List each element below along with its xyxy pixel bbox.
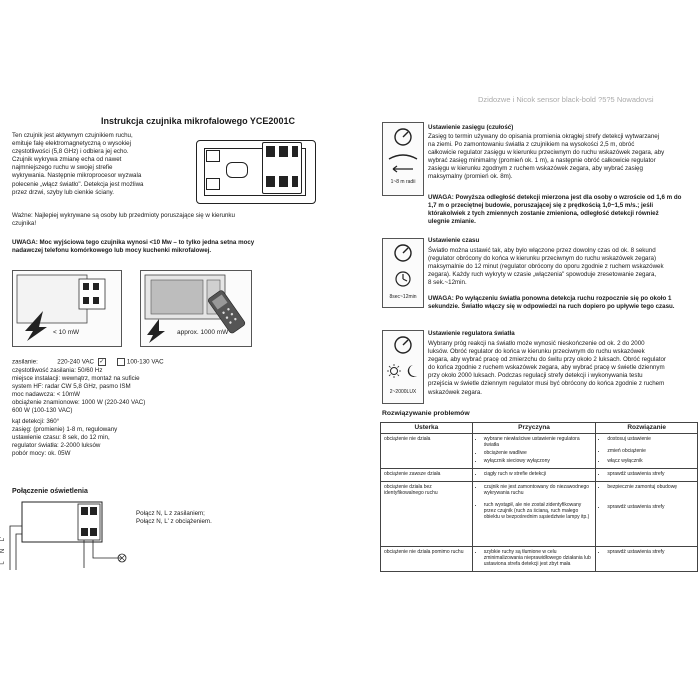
fault-cell: obciążenie zawsze działa [381, 469, 473, 482]
cause-cell [472, 469, 596, 482]
range-text: Zasięg to termin używany do opisania promienia okrągłej strefy detekcji wytwarzanej na ziemi. Po zamontowaniu światła z czujnikiem na wysokości 2,5 m, obróć całkowicie regulator zasięgu w kierunku przeciwnym do ruchu wskazówek zegara, aby wybrać zasięg minimalny (promień ok. 1 m), a następnie obróć całkowicie regulator zasięgu w kierunku zgodnym z ruchem wskazówek zegara, aby wybrać zasięg maksymalny (promień ok. 8m). [428, 133, 665, 181]
range-warning: UWAGA: Powyższa odległość detekcji mierzona jest dla osoby o wzroście od 1,6 m do 1,7 m o przeciętnej budowie, poruszającej się z prędkością 1,0~1,5 m/s.; jeśli którakolwiek z tych zmiennych zostanie zmieniona, odległość detekcji również ulegnie zmianie. [428, 194, 682, 226]
time-title: Ustawienie czasu [428, 237, 480, 244]
cause-cell [472, 482, 596, 547]
fault-cell: obciążenie nie działa [381, 434, 473, 469]
col-header-solution: Rozwiązanie [596, 423, 698, 434]
cause-item: • wybrane niewłaściwe ustawienie regulatora światła [484, 436, 593, 448]
connection-title: Połączenie oświetlenia [12, 488, 88, 495]
cause-item: • ruch wystąpił, ale nie został zidentyfikowany przez czujnik (ruch za ścianą, ruch małego obiektu w bezpośrednim sąsiedztwie lampy itp.) [484, 502, 593, 520]
table-row [381, 482, 698, 547]
cause-item: • wyłącznik sieciowy wyłączony [484, 458, 593, 464]
table-row [381, 434, 698, 469]
supply-option-220: 220-240 VAC [57, 358, 94, 366]
connection-text: Połącz N, L z zasilaniem; Połącz N, L' z obciążeniem. [136, 510, 212, 526]
supply-checkbox-220: ✓ [99, 359, 105, 365]
sensor-illustration [12, 270, 122, 347]
wire-label-l-prime: L' [0, 536, 7, 542]
light-text: Wybrany próg reakcji na światło może wynosić nieskończenie od ok. 2 do 2000 luksów. Obróć regulator do końca w kierunku przeciwnym do ruchu wskazówek zegara, aby wybrać pracę od zmierzchu do świtu przy około 2 luksach. Obróć regulator do końca zgodnie z ruchem wskazówek zegara, aby wybrać pracę w świetle dziennym przy około 2000 luksach. Podczas regulacji strefy detekcji i wykonywania testu przejścia w świetle dziennym regulator musi być obrócony do końca zgodnie z ruchem wskazówek zegara. [428, 340, 666, 396]
specifications-2: kąt detekcji: 360° zasięg: (promienie) 1-8 m, regulowany ustawienie czasu: 8 sek, do 12 min, regulator światła: 2-2000 luksów pobór mocy: ok. 05W [12, 418, 118, 458]
microwave-power-caption: approx. 1000 mW [177, 329, 229, 336]
col-header-cause: Przyczyna [472, 423, 596, 434]
fault-cell: obciążenie nie działa pomimo ruchu [381, 547, 473, 572]
solution-item: • sprawdź ustawienia strefy [607, 471, 694, 477]
troubleshooting-table [380, 422, 698, 572]
solution-item: • bezpiecznie zamontuj obudowę [607, 484, 694, 490]
solution-item: • sprawdź ustawienia strefy [607, 504, 694, 510]
range-title: Ustawienie zasięgu (czułość) [428, 124, 514, 131]
light-title: Ustawienie regulatora światła [428, 330, 515, 337]
cause-item: • szybkie ruchy są tłumione w celu zminimalizowania nieprawidłowego działania lub ustawiona strefa detekcji jest zbyt mała [484, 549, 593, 567]
sensor-power-caption: < 10 mW [53, 329, 80, 336]
intro-text: Ten czujnik jest aktywnym czujnikiem ruchu, emituje falę elektromagnetyczną o wysokiej częstotliwości (5,8 GHz) i odbiera jej echo. Czujnik wykrywa zmianę echa od nawet najmniejszego ruchu w swojej strefie wykrywania. Następnie mikroprocesor wyzwala polecenie „włącz światło". Detekcja jest możliwa przez drzwi, szyby lub cienkie ściany. [12, 132, 144, 196]
solution-cell [596, 482, 698, 547]
cause-item: • obciążenie wadliwe [484, 450, 593, 456]
fault-cell: obciążenie działa bez identyfikowalnego ruchu [381, 482, 473, 547]
solution-item: • zmień obciążenie [607, 448, 694, 454]
supply-option-100: 100-130 VAC [126, 358, 164, 366]
wire-label-n: N [0, 548, 7, 554]
cause-item: • czujnik nie jest zamontowany do niezawodnego wykrywania ruchu [484, 484, 593, 496]
solution-item: • włącz wyłącznik [607, 458, 694, 464]
range-caption: 1~8 m radii [390, 179, 416, 185]
page-title: Instrukcja czujnika mikrofalowego YCE2001C [101, 116, 295, 126]
cause-cell [472, 434, 596, 469]
table-row [381, 547, 698, 572]
solution-item: • dostosuj ustawienie [607, 436, 694, 442]
col-header-fault: Usterka [381, 423, 473, 434]
supply-checkbox-100 [117, 358, 125, 366]
cause-item: • ciągły ruch w strefie detekcji [484, 471, 593, 477]
page-header: Dzidozwe i Nicok sensor black-bold ?5?5 Nowadovsi [478, 96, 654, 104]
power-warning: UWAGA: Moc wyjściowa tego czujnika wynosi <10 Mw – to tylko jedna setna mocy nadawczej telefonu komórkowego lub mocy kuchenki mikrofalowej. [12, 239, 255, 255]
solution-cell [596, 434, 698, 469]
important-note: Ważne: Najlepiej wykrywane są osoby lub przedmioty poruszające się w kierunku czujnika! [12, 212, 235, 228]
specifications-1: częstotliwość zasilania: 50/60 Hz miejsce instalacji: wewnątrz, montaż na suficie system HF: radar CW 5,8 GHz, pasmo ISM moc nadawcza: < 10mW obciążenie znamionowe: 1000 W (220-240 VAC) 600 W (100-130 VAC) [12, 367, 146, 415]
microwave-phone-illustration [140, 270, 252, 347]
time-caption: 8sec~12min [389, 294, 417, 300]
wire-label-l: L [0, 561, 6, 565]
cause-cell [472, 547, 596, 572]
solution-cell [596, 469, 698, 482]
solution-item: • sprawdź ustawienia strefy [607, 549, 694, 555]
light-caption: 2~2000LUX [389, 389, 417, 395]
time-warning: UWAGA: Po wyłączeniu światła ponowna detekcja ruchu rozpocznie się po około 1 sekundzie. Światło włączy się w odpowiedzi na ruch dopiero po upływie tego czasu. [428, 295, 675, 311]
light-icon-box [382, 330, 424, 404]
time-icon-box [382, 238, 424, 308]
solution-cell [596, 547, 698, 572]
supply-row [12, 358, 212, 367]
range-icon-box [382, 122, 424, 196]
supply-label: zasilanie: [12, 358, 38, 366]
table-row [381, 469, 698, 482]
time-text: Światło można ustawić tak, aby było włączone przez dowolny czas od ok. 8 sekund (regulator obrócony do końca w kierunku przeciwnym do ruchu wskazówek zegara) maksymalnie do 12 minut (regulator obrócony do oporu zgodnie z ruchem wskazówek zegara). Każdy ruch wykryty w czasie „włączenia" spowoduje zresetowanie zegara, 8 sek.~12min. [428, 247, 664, 287]
problems-title: Rozwiązywanie problemów [382, 410, 470, 417]
